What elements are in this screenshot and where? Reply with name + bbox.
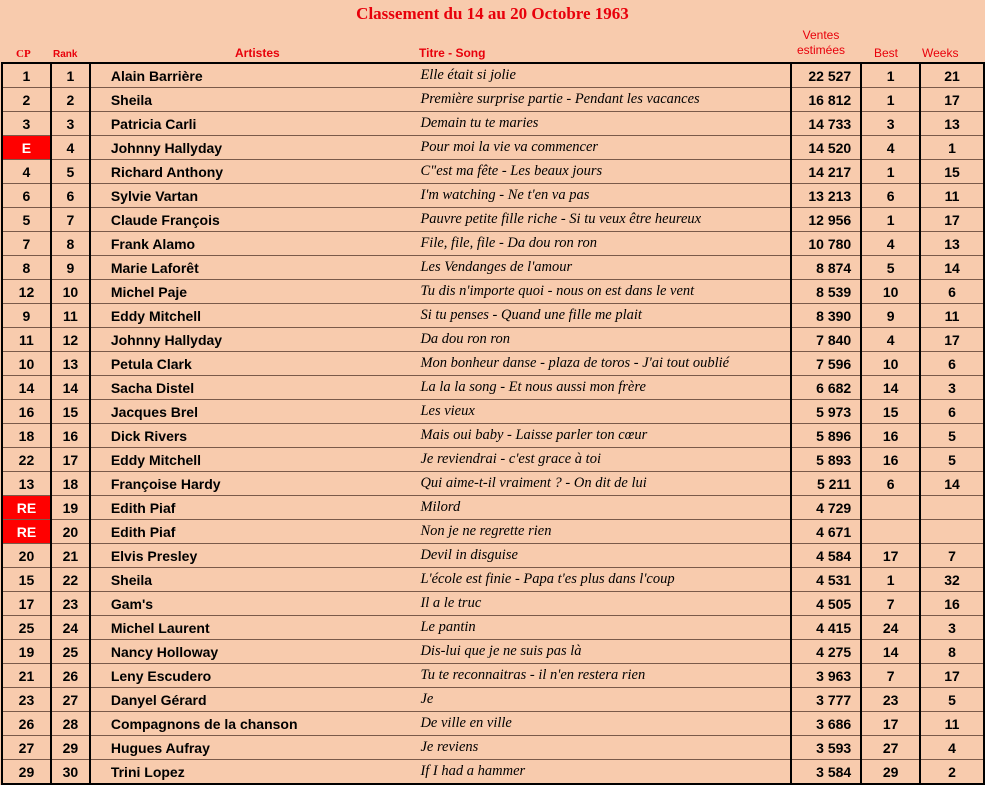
chart-table (1, 62, 985, 785)
artist-cell: Sylvie Vartan (90, 184, 421, 208)
best-cell: 14 (861, 640, 920, 664)
cp-cell: 1 (2, 63, 51, 88)
table-row (2, 688, 984, 712)
cp-cell: 17 (2, 592, 51, 616)
cp-cell: 6 (2, 184, 51, 208)
song-cell: I'm watching - Ne t'en va pas (420, 184, 791, 208)
best-cell: 16 (861, 448, 920, 472)
rank-cell: 26 (51, 664, 90, 688)
cp-cell: 8 (2, 256, 51, 280)
rank-cell: 7 (51, 208, 90, 232)
sales-cell: 14 217 (791, 160, 861, 184)
best-cell: 4 (861, 232, 920, 256)
table-row (2, 328, 984, 352)
best-cell: 14 (861, 376, 920, 400)
rank-cell: 16 (51, 424, 90, 448)
rank-cell: 1 (51, 63, 90, 88)
sales-cell: 8 539 (791, 280, 861, 304)
weeks-cell: 17 (920, 664, 984, 688)
song-cell: Pauvre petite fille riche - Si tu veux être heureux (420, 208, 791, 232)
cp-cell: 5 (2, 208, 51, 232)
best-cell: 9 (861, 304, 920, 328)
artist-cell: Frank Alamo (90, 232, 421, 256)
cp-cell: RE (2, 496, 51, 520)
rank-cell: 23 (51, 592, 90, 616)
table-row (2, 112, 984, 136)
weeks-cell: 5 (920, 448, 984, 472)
sales-cell: 13 213 (791, 184, 861, 208)
table-row (2, 736, 984, 760)
weeks-cell: 4 (920, 736, 984, 760)
song-cell: Qui aime-t-il vraiment ? - On dit de lui (420, 472, 791, 496)
song-cell: Les vieux (420, 400, 791, 424)
best-cell: 1 (861, 568, 920, 592)
song-cell: Tu te reconnaitras - il n'en restera rien (420, 664, 791, 688)
table-row (2, 376, 984, 400)
song-cell: Première surprise partie - Pendant les vacances (420, 88, 791, 112)
cp-cell: 19 (2, 640, 51, 664)
table-row (2, 400, 984, 424)
song-cell: Mais oui baby - Laisse parler ton cœur (420, 424, 791, 448)
rank-cell: 19 (51, 496, 90, 520)
weeks-cell: 17 (920, 88, 984, 112)
song-cell: File, file, file - Da dou ron ron (420, 232, 791, 256)
table-row (2, 760, 984, 785)
weeks-cell: 6 (920, 352, 984, 376)
cp-cell: 2 (2, 88, 51, 112)
song-cell: Demain tu te maries (420, 112, 791, 136)
weeks-cell: 15 (920, 160, 984, 184)
sales-cell: 4 415 (791, 616, 861, 640)
best-cell: 17 (861, 544, 920, 568)
artist-cell: Johnny Hallyday (90, 328, 421, 352)
artist-cell: Richard Anthony (90, 160, 421, 184)
weeks-cell: 11 (920, 184, 984, 208)
table-row (2, 208, 984, 232)
weeks-cell: 14 (920, 256, 984, 280)
best-cell: 6 (861, 184, 920, 208)
header-weeks: Weeks (922, 46, 959, 60)
song-cell: La la la song - Et nous aussi mon frère (420, 376, 791, 400)
cp-cell: 7 (2, 232, 51, 256)
weeks-cell: 16 (920, 592, 984, 616)
cp-cell: 20 (2, 544, 51, 568)
best-cell: 16 (861, 424, 920, 448)
artist-cell: Eddy Mitchell (90, 448, 421, 472)
rank-cell: 11 (51, 304, 90, 328)
sales-cell: 8 390 (791, 304, 861, 328)
sales-cell: 4 275 (791, 640, 861, 664)
rank-cell: 30 (51, 760, 90, 785)
weeks-cell: 1 (920, 136, 984, 160)
cp-cell: 4 (2, 160, 51, 184)
artist-cell: Sacha Distel (90, 376, 421, 400)
song-cell: Milord (420, 496, 791, 520)
artist-cell: Danyel Gérard (90, 688, 421, 712)
rank-cell: 20 (51, 520, 90, 544)
table-row (2, 304, 984, 328)
table-row (2, 136, 984, 160)
artist-cell: Trini Lopez (90, 760, 421, 785)
table-header (0, 28, 985, 62)
rank-cell: 15 (51, 400, 90, 424)
header-sales (790, 28, 852, 58)
table-row (2, 616, 984, 640)
weeks-cell: 6 (920, 400, 984, 424)
header-sales-line2: estimées (796, 43, 846, 57)
table-row (2, 544, 984, 568)
weeks-cell: 7 (920, 544, 984, 568)
best-cell: 24 (861, 616, 920, 640)
table-row (2, 520, 984, 544)
artist-cell: Edith Piaf (90, 520, 421, 544)
cp-cell: 21 (2, 664, 51, 688)
rank-cell: 9 (51, 256, 90, 280)
best-cell: 27 (861, 736, 920, 760)
table-row (2, 496, 984, 520)
rank-cell: 6 (51, 184, 90, 208)
artist-cell: Johnny Hallyday (90, 136, 421, 160)
weeks-cell: 14 (920, 472, 984, 496)
artist-cell: Michel Paje (90, 280, 421, 304)
best-cell (861, 496, 920, 520)
song-cell: Les Vendanges de l'amour (420, 256, 791, 280)
table-row (2, 88, 984, 112)
sales-cell: 16 812 (791, 88, 861, 112)
best-cell: 1 (861, 63, 920, 88)
weeks-cell (920, 520, 984, 544)
song-cell: Mon bonheur danse - plaza de toros - J'ai tout oublié (420, 352, 791, 376)
sales-cell: 12 956 (791, 208, 861, 232)
sales-cell: 7 840 (791, 328, 861, 352)
cp-cell: 18 (2, 424, 51, 448)
song-cell: Non je ne regrette rien (420, 520, 791, 544)
song-cell: Da dou ron ron (420, 328, 791, 352)
best-cell: 1 (861, 208, 920, 232)
cp-cell: 10 (2, 352, 51, 376)
song-cell: Pour moi la vie va commencer (420, 136, 791, 160)
weeks-cell: 11 (920, 712, 984, 736)
song-cell: Dis-lui que je ne suis pas là (420, 640, 791, 664)
artist-cell: Françoise Hardy (90, 472, 421, 496)
song-cell: Tu dis n'importe quoi - nous on est dans le vent (420, 280, 791, 304)
song-cell: C"est ma fête - Les beaux jours (420, 160, 791, 184)
best-cell: 6 (861, 472, 920, 496)
weeks-cell: 32 (920, 568, 984, 592)
weeks-cell: 3 (920, 616, 984, 640)
weeks-cell: 2 (920, 760, 984, 785)
artist-cell: Marie Laforêt (90, 256, 421, 280)
table-row (2, 63, 984, 88)
cp-cell: RE (2, 520, 51, 544)
song-cell: Je (420, 688, 791, 712)
artist-cell: Elvis Presley (90, 544, 421, 568)
artist-cell: Leny Escudero (90, 664, 421, 688)
best-cell: 5 (861, 256, 920, 280)
best-cell: 3 (861, 112, 920, 136)
sales-cell: 5 896 (791, 424, 861, 448)
cp-cell: 14 (2, 376, 51, 400)
sales-cell: 3 777 (791, 688, 861, 712)
best-cell: 4 (861, 328, 920, 352)
best-cell: 7 (861, 664, 920, 688)
sales-cell: 5 211 (791, 472, 861, 496)
best-cell: 10 (861, 280, 920, 304)
artist-cell: Sheila (90, 88, 421, 112)
table-row (2, 664, 984, 688)
sales-cell: 4 505 (791, 592, 861, 616)
sales-cell: 10 780 (791, 232, 861, 256)
table-row (2, 232, 984, 256)
header-sales-line1: Ventes (802, 28, 840, 42)
table-row (2, 448, 984, 472)
best-cell (861, 520, 920, 544)
sales-cell: 5 973 (791, 400, 861, 424)
table-row (2, 184, 984, 208)
weeks-cell: 5 (920, 688, 984, 712)
weeks-cell: 13 (920, 112, 984, 136)
best-cell: 17 (861, 712, 920, 736)
header-cp: CP (16, 48, 31, 60)
rank-cell: 24 (51, 616, 90, 640)
cp-cell: 25 (2, 616, 51, 640)
cp-cell: 13 (2, 472, 51, 496)
weeks-cell: 3 (920, 376, 984, 400)
rank-cell: 10 (51, 280, 90, 304)
song-cell: Il a le truc (420, 592, 791, 616)
best-cell: 1 (861, 88, 920, 112)
cp-cell: 29 (2, 760, 51, 785)
sales-cell: 3 686 (791, 712, 861, 736)
header-song: Titre - Song (419, 46, 486, 60)
cp-cell: 27 (2, 736, 51, 760)
best-cell: 23 (861, 688, 920, 712)
artist-cell: Compagnons de la chanson (90, 712, 421, 736)
rank-cell: 17 (51, 448, 90, 472)
cp-cell: 26 (2, 712, 51, 736)
table-row (2, 712, 984, 736)
rank-cell: 8 (51, 232, 90, 256)
rank-cell: 18 (51, 472, 90, 496)
best-cell: 10 (861, 352, 920, 376)
cp-cell: 16 (2, 400, 51, 424)
sales-cell: 4 584 (791, 544, 861, 568)
weeks-cell (920, 496, 984, 520)
cp-cell: 11 (2, 328, 51, 352)
sales-cell: 22 527 (791, 63, 861, 88)
artist-cell: Gam's (90, 592, 421, 616)
song-cell: Je reviens (420, 736, 791, 760)
sales-cell: 14 520 (791, 136, 861, 160)
weeks-cell: 11 (920, 304, 984, 328)
artist-cell: Jacques Brel (90, 400, 421, 424)
artist-cell: Eddy Mitchell (90, 304, 421, 328)
best-cell: 4 (861, 136, 920, 160)
sales-cell: 6 682 (791, 376, 861, 400)
rank-cell: 27 (51, 688, 90, 712)
best-cell: 7 (861, 592, 920, 616)
table-row (2, 472, 984, 496)
sales-cell: 14 733 (791, 112, 861, 136)
artist-cell: Petula Clark (90, 352, 421, 376)
sales-cell: 5 893 (791, 448, 861, 472)
song-cell: De ville en ville (420, 712, 791, 736)
cp-cell: 9 (2, 304, 51, 328)
rank-cell: 21 (51, 544, 90, 568)
best-cell: 15 (861, 400, 920, 424)
sales-cell: 7 596 (791, 352, 861, 376)
artist-cell: Hugues Aufray (90, 736, 421, 760)
weeks-cell: 13 (920, 232, 984, 256)
cp-cell: 12 (2, 280, 51, 304)
header-best: Best (874, 46, 899, 60)
table-row (2, 592, 984, 616)
artist-cell: Claude François (90, 208, 421, 232)
table-row (2, 160, 984, 184)
sales-cell: 4 671 (791, 520, 861, 544)
cp-cell: E (2, 136, 51, 160)
best-cell: 29 (861, 760, 920, 785)
table-row (2, 640, 984, 664)
table-row (2, 568, 984, 592)
artist-cell: Michel Laurent (90, 616, 421, 640)
cp-cell: 3 (2, 112, 51, 136)
header-rank: Rank (53, 49, 78, 60)
rank-cell: 5 (51, 160, 90, 184)
artist-cell: Edith Piaf (90, 496, 421, 520)
artist-cell: Alain Barrière (90, 63, 421, 88)
song-cell: Elle était si jolie (420, 63, 791, 88)
rank-cell: 2 (51, 88, 90, 112)
rank-cell: 28 (51, 712, 90, 736)
weeks-cell: 17 (920, 208, 984, 232)
artist-cell: Nancy Holloway (90, 640, 421, 664)
rank-cell: 14 (51, 376, 90, 400)
rank-cell: 4 (51, 136, 90, 160)
song-cell: If I had a hammer (420, 760, 791, 785)
weeks-cell: 21 (920, 63, 984, 88)
weeks-cell: 5 (920, 424, 984, 448)
song-cell: Devil in disguise (420, 544, 791, 568)
song-cell: Le pantin (420, 616, 791, 640)
artist-cell: Dick Rivers (90, 424, 421, 448)
sales-cell: 8 874 (791, 256, 861, 280)
table-row (2, 352, 984, 376)
artist-cell: Patricia Carli (90, 112, 421, 136)
rank-cell: 25 (51, 640, 90, 664)
cp-cell: 15 (2, 568, 51, 592)
sales-cell: 3 963 (791, 664, 861, 688)
table-row (2, 280, 984, 304)
page-title: Classement du 14 au 20 Octobre 1963 (356, 4, 629, 23)
sales-cell: 4 729 (791, 496, 861, 520)
table-row (2, 256, 984, 280)
rank-cell: 3 (51, 112, 90, 136)
sales-cell: 3 584 (791, 760, 861, 785)
rank-cell: 12 (51, 328, 90, 352)
weeks-cell: 8 (920, 640, 984, 664)
weeks-cell: 6 (920, 280, 984, 304)
artist-cell: Sheila (90, 568, 421, 592)
table-row (2, 424, 984, 448)
header-artists: Artistes (235, 46, 280, 60)
sales-cell: 3 593 (791, 736, 861, 760)
rank-cell: 22 (51, 568, 90, 592)
best-cell: 1 (861, 160, 920, 184)
cp-cell: 22 (2, 448, 51, 472)
weeks-cell: 17 (920, 328, 984, 352)
song-cell: L'école est finie - Papa t'es plus dans l'coup (420, 568, 791, 592)
song-cell: Si tu penses - Quand une fille me plait (420, 304, 791, 328)
cp-cell: 23 (2, 688, 51, 712)
sales-cell: 4 531 (791, 568, 861, 592)
rank-cell: 13 (51, 352, 90, 376)
song-cell: Je reviendrai - c'est grace à toi (420, 448, 791, 472)
rank-cell: 29 (51, 736, 90, 760)
